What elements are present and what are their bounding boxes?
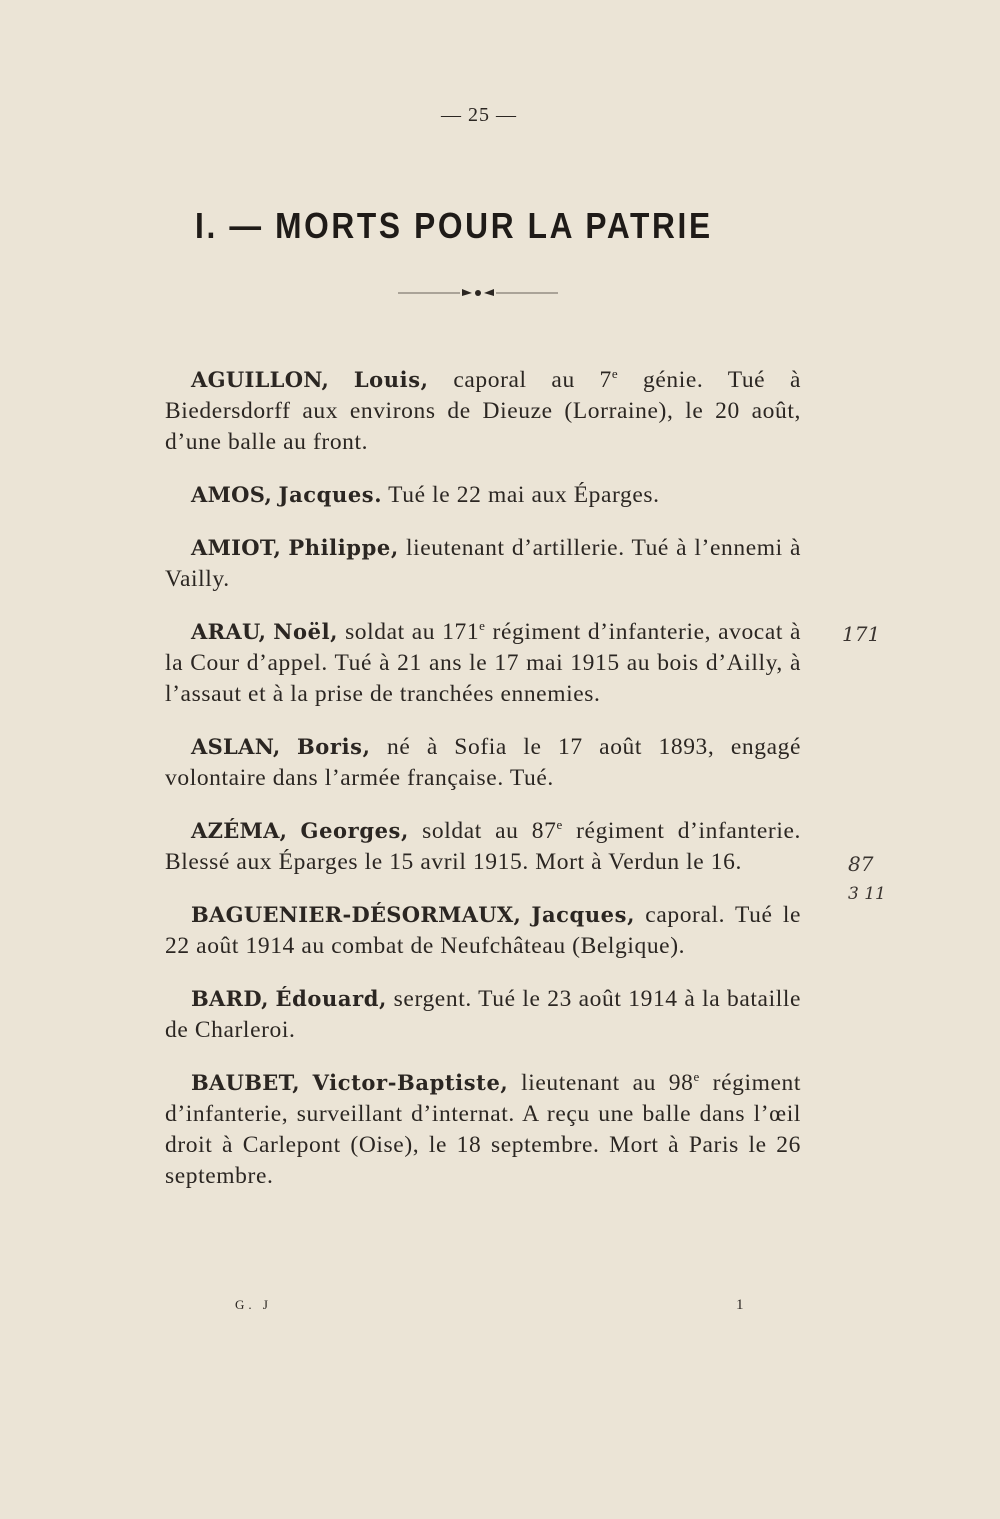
sheet-number: 1	[736, 1297, 744, 1313]
section-title: I. — MORTS POUR LA PATRIE	[195, 205, 713, 246]
entry-list	[165, 364, 801, 1213]
margin-annotation-azema-bottom: 3 11	[848, 884, 886, 904]
entry-aguillon: AGUILLON, Louis, caporal au 7e génie. Tué à Biedersdorff aux environs de Dieuze (Lorraine), le 20 août, d’une balle au front.	[165, 366, 801, 455]
entry-amos: AMOS, Jacques. Tué le 22 mai aux Éparges.	[191, 482, 660, 508]
entry-aslan: ASLAN, Boris, né à Sofia le 17 août 1893, engagé volontaire dans l’armée française. Tué.	[165, 734, 801, 791]
entry-azema: AZÉMA, Georges, soldat au 87e régiment d’infanterie. Blessé aux Éparges le 15 avril 1915. Mort à Verdun le 16.	[165, 817, 801, 875]
entry-baubet: BAUBET, Victor-Baptiste, lieutenant au 98e régiment d’infanterie, surveillant d’internat. A reçu une balle dans l’œil droit à Carlepont (Oise), le 18 septembre. Mort à Paris le 26 septembre.	[165, 1069, 801, 1189]
entry-arau: ARAU, Noël, soldat au 171e régiment d’infanterie, avocat à la Cour d’appel. Tué à 21 ans le 17 mai 1915 au bois d’Ailly, à l’assaut et à la prise de tranchées ennemies.	[165, 618, 801, 707]
margin-annotation-arau: 171	[842, 622, 881, 646]
entry-amiot: AMIOT, Philippe, lieutenant d’artillerie. Tué à l’ennemi à Vailly.	[165, 535, 801, 592]
entry-bard: BARD, Édouard, sergent. Tué le 23 août 1914 à la bataille de Charleroi.	[165, 986, 801, 1043]
page-number: — 25 —	[441, 104, 517, 126]
entry-baguenier: BAGUENIER-DÉSORMAUX, Jacques, caporal. Tué le 22 août 1914 au combat de Neufchâteau (Belgique).	[165, 902, 801, 959]
ornament-divider	[398, 284, 558, 298]
printer-signature: G. J	[235, 1297, 272, 1312]
margin-annotation-azema-top: 87	[848, 852, 874, 876]
